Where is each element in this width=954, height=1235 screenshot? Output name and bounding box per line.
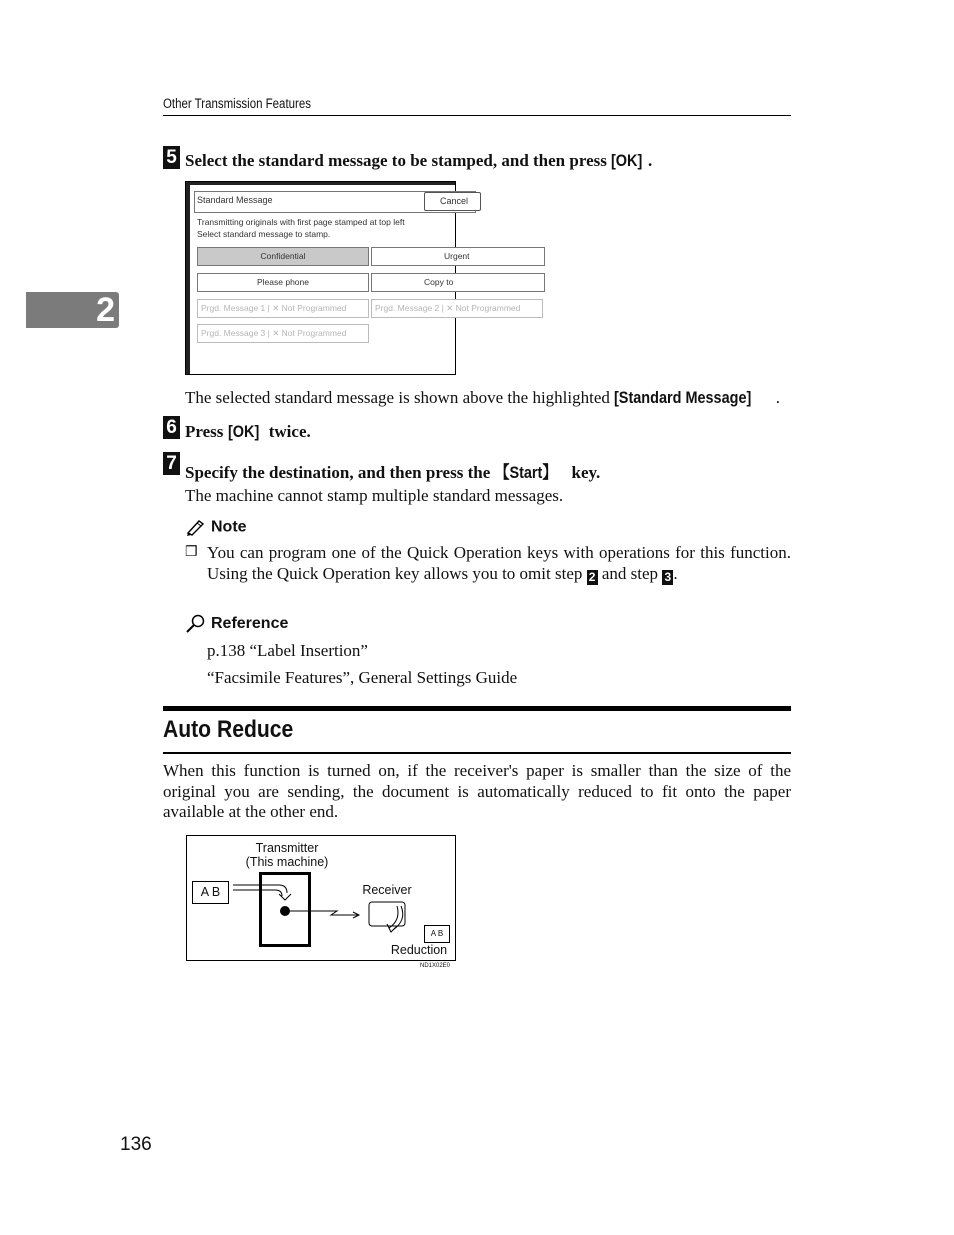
step-7-body: The machine cannot stamp multiple standard messages. — [185, 486, 564, 505]
message-button-programmed-1[interactable]: Prgd. Message 1 | ✕ Not Programmed — [197, 299, 369, 318]
receiver-label: Receiver — [362, 883, 412, 897]
message-button-confidential[interactable]: Confidential — [197, 247, 369, 266]
panel-description-1: Transmitting originals with first page stamped at top left — [197, 217, 405, 227]
original-document: A B — [192, 881, 229, 904]
magnifier-icon — [185, 614, 207, 634]
reference-item-1: p.138 “Label Insertion” — [207, 641, 368, 660]
step-6-instruction: Press [OK] twice. — [185, 422, 311, 441]
page-number: 136 — [120, 1134, 152, 1155]
pencil-icon — [185, 518, 207, 536]
step-7-instruction: Specify the destination, and then press the 【Start】 key. — [185, 463, 601, 482]
message-button-copy-to[interactable]: Copy to — [371, 273, 545, 292]
chapter-tab: 2 — [26, 292, 119, 328]
step-number-5: 5 — [163, 146, 180, 169]
message-button-please-phone[interactable]: Please phone — [197, 273, 369, 292]
reduction-label: Reduction — [390, 943, 448, 957]
panel-left-bar — [186, 182, 190, 374]
section-rule-bottom — [163, 752, 791, 754]
diagram-arrows — [187, 836, 455, 960]
header-rule — [163, 115, 791, 116]
running-header: Other Transmission Features — [163, 96, 311, 111]
step-5-caption: The selected standard message is shown above the highlighted [Standard Message] . — [185, 388, 780, 407]
step-ref-3: 3 — [662, 570, 673, 585]
message-button-programmed-3[interactable]: Prgd. Message 3 | ✕ Not Programmed — [197, 324, 369, 343]
auto-reduce-diagram — [186, 835, 456, 961]
step-number-7: 7 — [163, 452, 180, 475]
note-heading: Note — [185, 518, 247, 536]
reduced-document: A B — [424, 925, 450, 943]
cancel-button[interactable]: Cancel — [424, 192, 481, 211]
reference-heading: Reference — [185, 614, 288, 634]
transmitter-sublabel: (This machine) — [245, 855, 329, 869]
section-body: When this function is turned on, if the receiver's paper is smaller than the size of the original you are sending, the document is automatically reduced to fit onto the paper available at the other end. — [163, 761, 791, 821]
section-rule-top — [163, 706, 791, 711]
note-text: You can program one of the Quick Operation keys with operations for this function. Using the Quick Operation key allows you to omit step 2 and step 3 . — [207, 543, 791, 584]
message-button-urgent[interactable]: Urgent — [371, 247, 545, 266]
checkbox-bullet-icon: ❒ — [185, 545, 198, 560]
panel-description-2: Select standard message to stamp. — [197, 229, 331, 239]
section-title: Auto Reduce — [163, 716, 294, 743]
panel-top-bar — [186, 182, 455, 185]
figure-code: ND1X02E0 — [420, 963, 451, 969]
panel-title: Standard Message — [197, 195, 273, 205]
transmitter-label: Transmitter — [255, 841, 319, 855]
standard-message-screen — [185, 181, 521, 375]
reference-item-2: “Facsimile Features”, General Settings Guide — [207, 668, 518, 687]
step-number-6: 6 — [163, 416, 180, 439]
message-button-programmed-2[interactable]: Prgd. Message 2 | ✕ Not Programmed — [371, 299, 543, 318]
step-ref-2: 2 — [587, 570, 598, 585]
step-5-instruction: Select the standard message to be stamped, and then press [OK] . — [185, 151, 653, 170]
